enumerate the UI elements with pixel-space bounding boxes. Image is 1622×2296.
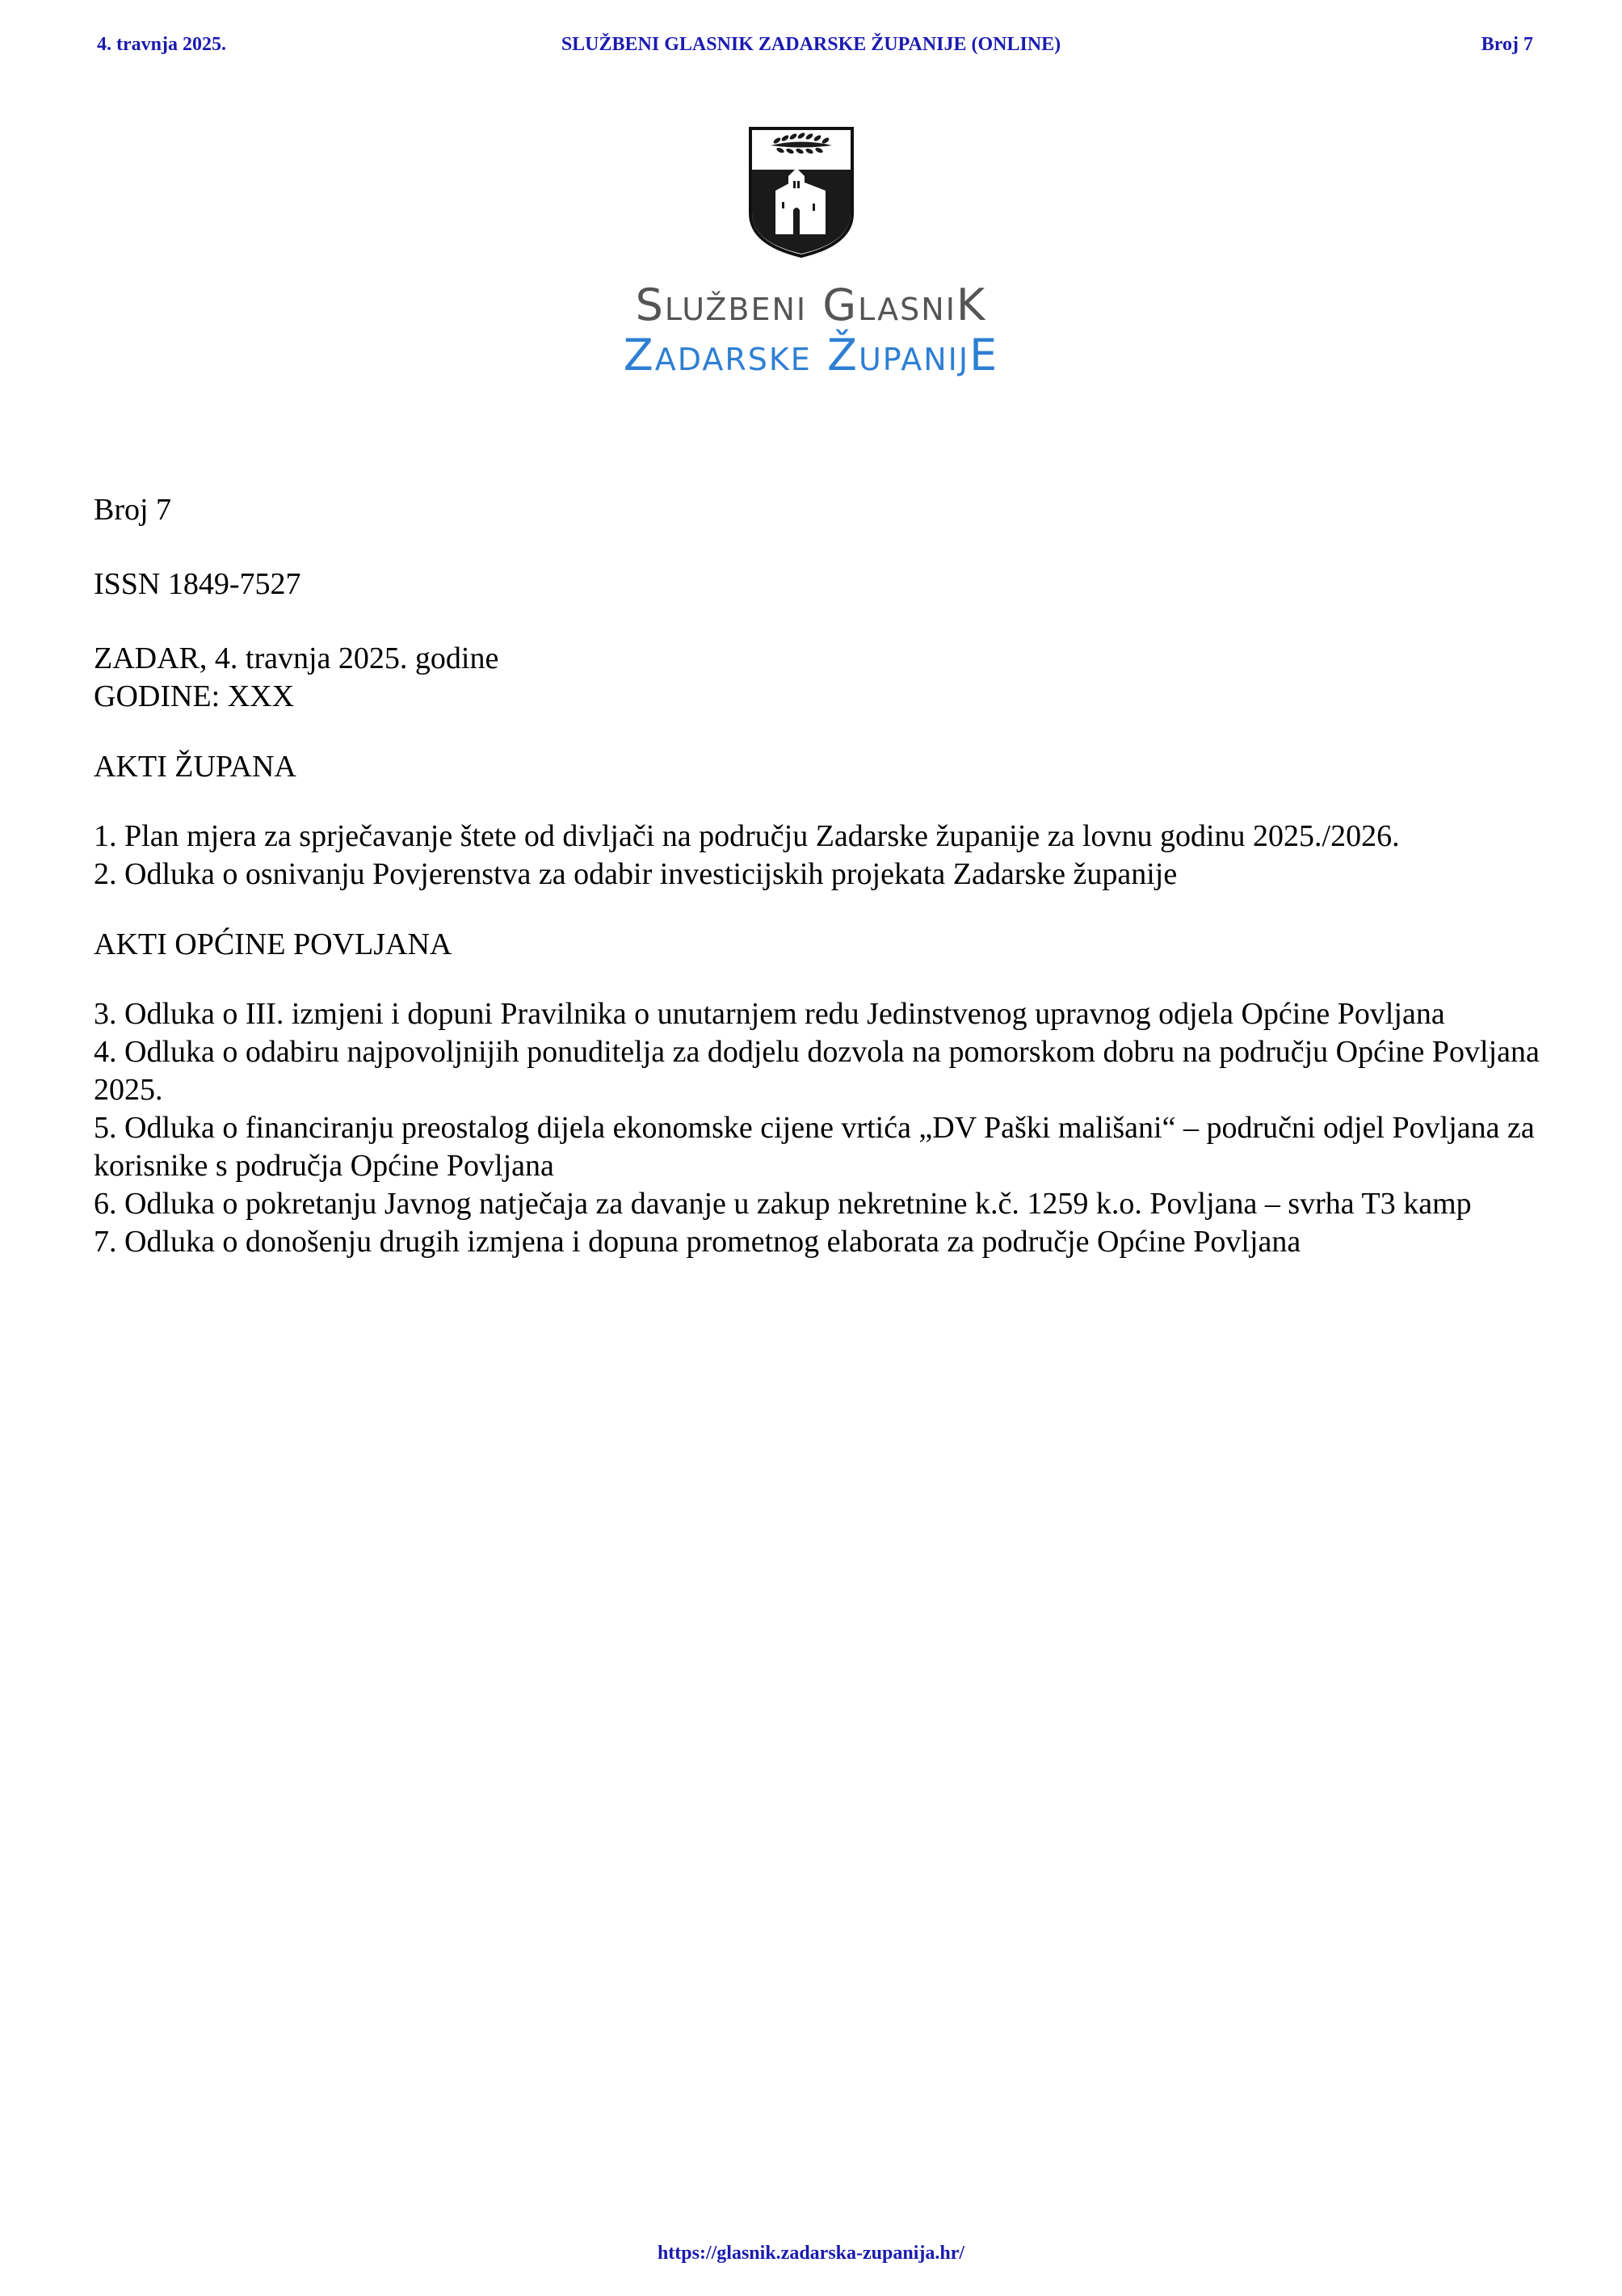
list-item: 6. Odluka o pokretanju Javnog natječaja za davanje u zakup nekretnine k.č. 1259 k.o. Povljana – svrha T3 kamp [94,1187,1472,1221]
header-title: SLUŽBENI GLASNIK ZADARSKE ŽUPANIJE (ONLINE) [561,34,1061,55]
list-item: 3. Odluka o III. izmjeni i dopuni Pravilnika o unutarnjem redu Jedinstvenog upravnog odjela Općine Povljana [94,997,1445,1031]
list-item: 7. Odluka o donošenju drugih izmjena i dopuna prometnog elaborata za područje Općine Povljana [94,1225,1301,1259]
brand-title-line1: Službeni GlasniK [635,280,987,330]
brand-title-line2: Zadarske ŽupanijE [623,330,999,381]
section-list [94,995,1540,1261]
section-heading: AKTI OPĆINE POVLJANA [94,927,452,961]
issn: ISSN 1849-7527 [94,567,301,601]
place-and-date [94,640,1540,716]
place-date-line: ZADAR, 4. travnja 2025. godine [94,641,499,675]
issue-number: Broj 7 [94,493,172,527]
section-list [94,818,1540,894]
year-line: GODINE: XXX [94,679,295,713]
list-item: 1. Plan mjera za sprječavanje štete od divljači na području Zadarske županije za lovnu godinu 2025./2026. [94,819,1400,853]
list-item: 5. Odluka o financiranju preostalog dijela ekonomske cijene vrtića „DV Paški mališani“ – područni odjel Povljana za korisnike s područja Općine Povljana [94,1111,1535,1183]
coat-of-arms-icon [748,126,855,259]
section-heading: AKTI ŽUPANA [94,750,296,784]
header-issue: Broj 7 [1481,34,1533,55]
header-date: 4. travnja 2025. [97,34,226,55]
footer-link[interactable]: https://glasnik.zadarska-zupanija.hr/ [657,2243,965,2264]
list-item: 4. Odluka o odabiru najpovoljnijih ponuditelja za dodjelu dozvola na pomorskom dobru na području Općine Povljana 2025. [94,1035,1540,1107]
list-item: 2. Odluka o osnivanju Povjerenstva za odabir investicijskih projekata Zadarske županije [94,857,1178,891]
